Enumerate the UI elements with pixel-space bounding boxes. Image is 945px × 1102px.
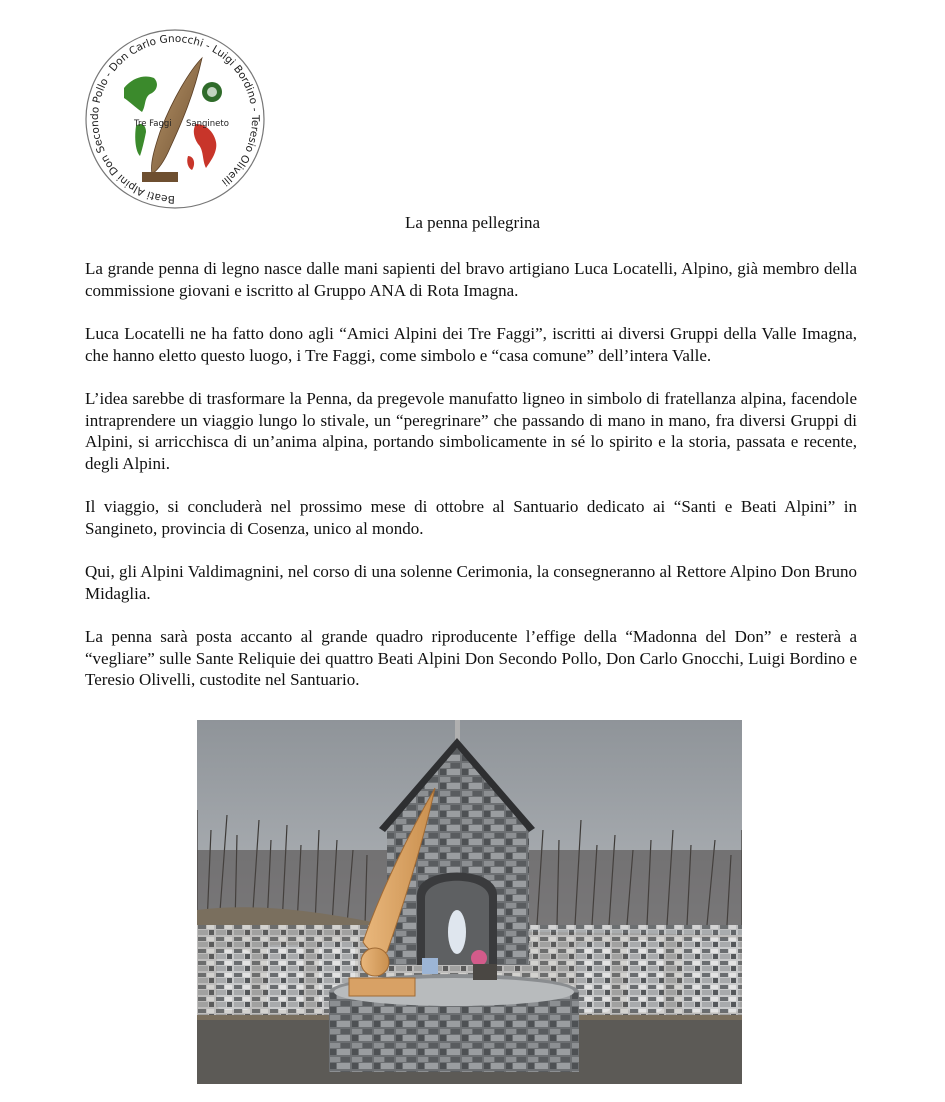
paragraph-5: Qui, gli Alpini Valdimagnini, nel corso di una solenne Cerimonia, la consegneranno al Rettore Alpino Don Bruno Midaglia.	[85, 562, 857, 603]
paragraph-3: L’idea sarebbe di trasformare la Penna, da pregevole manufatto ligneo in simbolo di fratellanza alpina, facendole intraprendere un viaggio lungo lo stivale, un “peregrinare” che passando di mano in mano, fra diversi Gruppi di Alpini, si arricchisca di un’anima alpina, portando simbolicamente in sé lo spirito e la storia, passata e recente, degli Alpini.	[85, 389, 857, 473]
paragraph-2: Luca Locatelli ne ha fatto dono agli “Amici Alpini dei Tre Faggi”, iscritti ai diversi Gruppi della Valle Imagna, che hanno eletto questo luogo, i Tre Faggi, come simbolo e “casa comune” dell’intera Valle.	[85, 324, 857, 365]
document-body	[85, 258, 857, 713]
logo-right-label: Sangineto	[186, 119, 229, 129]
paragraph-1: La grande penna di legno nasce dalle mani sapienti del bravo artigiano Luca Locatelli, Alpino, già membro della commissione giovani e iscritto al Gruppo ANA di Rota Imagna.	[85, 259, 857, 300]
paragraph-4: Il viaggio, si concluderà nel prossimo mese di ottobre al Santuario dedicato ai “Santi e Beati Alpini” in Sangineto, provincia di Cosenza, unico al mondo.	[85, 497, 857, 538]
logo-left-label: Tre Faggi	[134, 119, 172, 129]
shrine-photo	[197, 720, 742, 1084]
flowers	[471, 950, 487, 966]
logo-ring-text: Beati Alpini Don Secondo Pollo - Don Carlo Gnocchi - Luigi Bordino - Teresio Olivelli	[88, 32, 262, 206]
madonna-statue	[448, 910, 466, 954]
group-logo	[84, 28, 266, 210]
candle-holder	[422, 958, 438, 974]
document-title: La penna pellegrina	[405, 213, 540, 232]
feather-base	[142, 172, 178, 182]
paragraph-6: La penna sarà posta accanto al grande quadro riproducente l’effige della “Madonna del Don” e resterà a “vegliare” sulle Sante Reliquie dei quattro Beati Alpini Don Secondo Pollo, Don Carlo Gnocchi, Luigi Bordino e Teresio Olivelli, custodite nel Santuario.	[85, 627, 857, 689]
